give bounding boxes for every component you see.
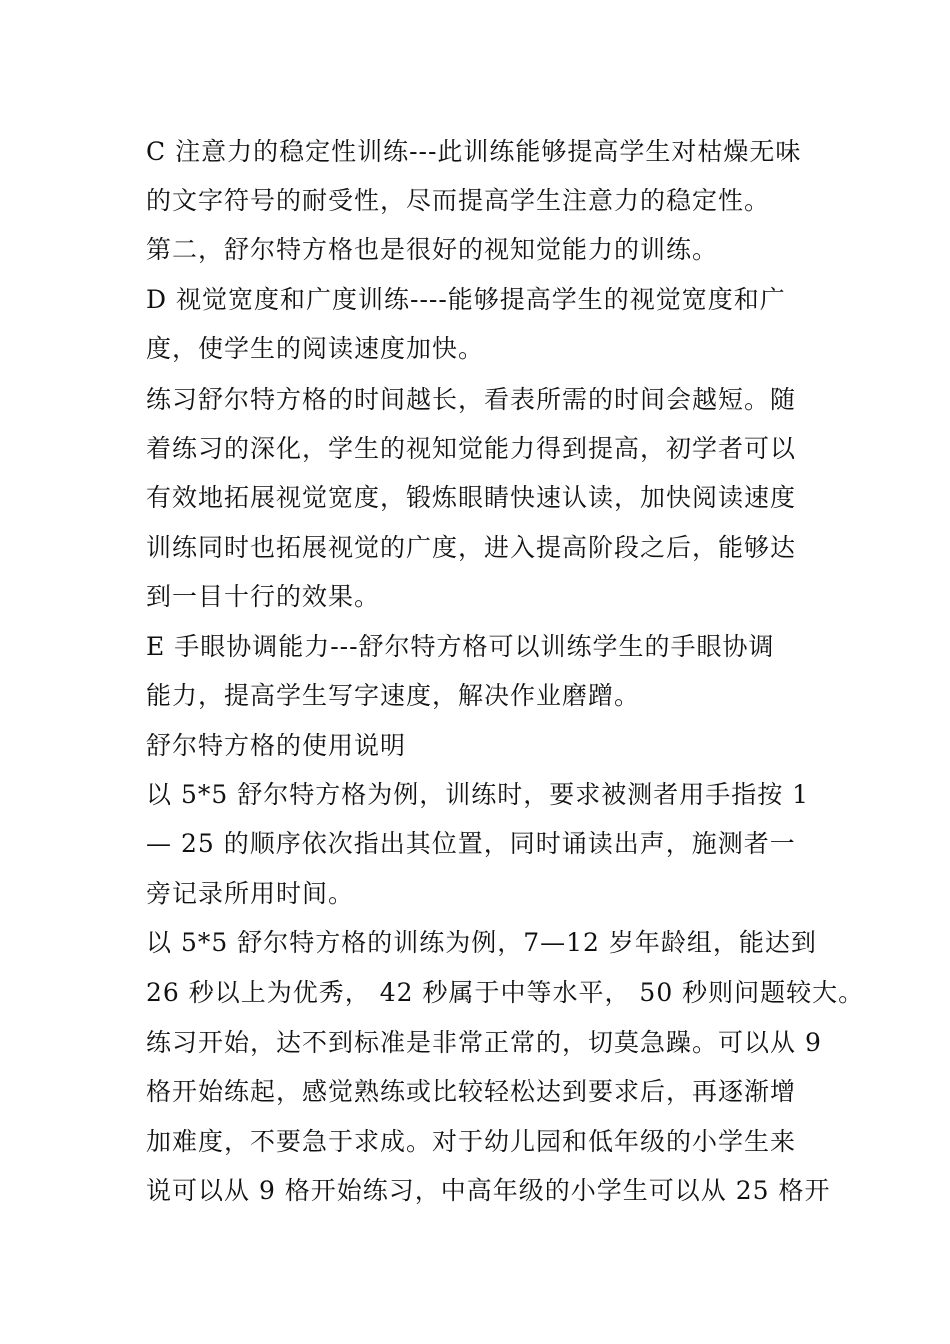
text-line: 练习开始，达不到标准是非常正常的，切莫急躁。可以从 9 bbox=[146, 1028, 822, 1057]
text-line: 第二，舒尔特方格也是很好的视知觉能力的训练。 bbox=[146, 235, 719, 264]
text-line: 格开始练起，感觉熟练或比较轻松达到要求后，再逐渐增 bbox=[146, 1077, 797, 1106]
text-line: 练习舒尔特方格的时间越长，看表所需的时间会越短。随 bbox=[146, 385, 797, 414]
text-line: 训练同时也拓展视觉的广度，进入提高阶段之后，能够达 bbox=[146, 533, 797, 562]
text-line: 26 秒以上为优秀， 42 秒属于中等水平， 50 秒则问题较大。 bbox=[146, 978, 865, 1007]
section-heading: 舒尔特方格的使用说明 bbox=[146, 731, 407, 760]
text-line: C 注意力的稳定性训练---此训练能够提高学生对枯燥无味 bbox=[146, 137, 802, 166]
text-line: 能力，提高学生写字速度，解决作业磨蹭。 bbox=[146, 681, 641, 710]
text-line: 度，使学生的阅读速度加快。 bbox=[146, 334, 485, 363]
text-line: 以 5*5 舒尔特方格的训练为例，7—12 岁年龄组，能达到 bbox=[146, 928, 817, 957]
text-line: 说可以从 9 格开始练习，中高年级的小学生可以从 25 格开 bbox=[146, 1176, 831, 1205]
text-line: 的文字符号的耐受性，尽而提高学生注意力的稳定性。 bbox=[146, 186, 771, 215]
text-line: E 手眼协调能力---舒尔特方格可以训练学生的手眼协调 bbox=[146, 632, 775, 661]
text-line: 旁记录所用时间。 bbox=[146, 879, 355, 908]
text-line: 以 5*5 舒尔特方格为例，训练时，要求被测者用手指按 1 bbox=[146, 780, 810, 809]
text-line: — 25 的顺序依次指出其位置，同时诵读出声，施测者一 bbox=[146, 829, 796, 858]
text-line: 有效地拓展视觉宽度，锻炼眼睛快速认读，加快阅读速度 bbox=[146, 483, 797, 512]
text-line: D 视觉宽度和广度训练----能够提高学生的视觉宽度和广 bbox=[146, 285, 786, 314]
text-line: 加难度，不要急于求成。对于幼儿园和低年级的小学生来 bbox=[146, 1127, 797, 1156]
text-line: 到一目十行的效果。 bbox=[146, 582, 381, 611]
text-line: 着练习的深化，学生的视知觉能力得到提高，初学者可以 bbox=[146, 434, 797, 463]
